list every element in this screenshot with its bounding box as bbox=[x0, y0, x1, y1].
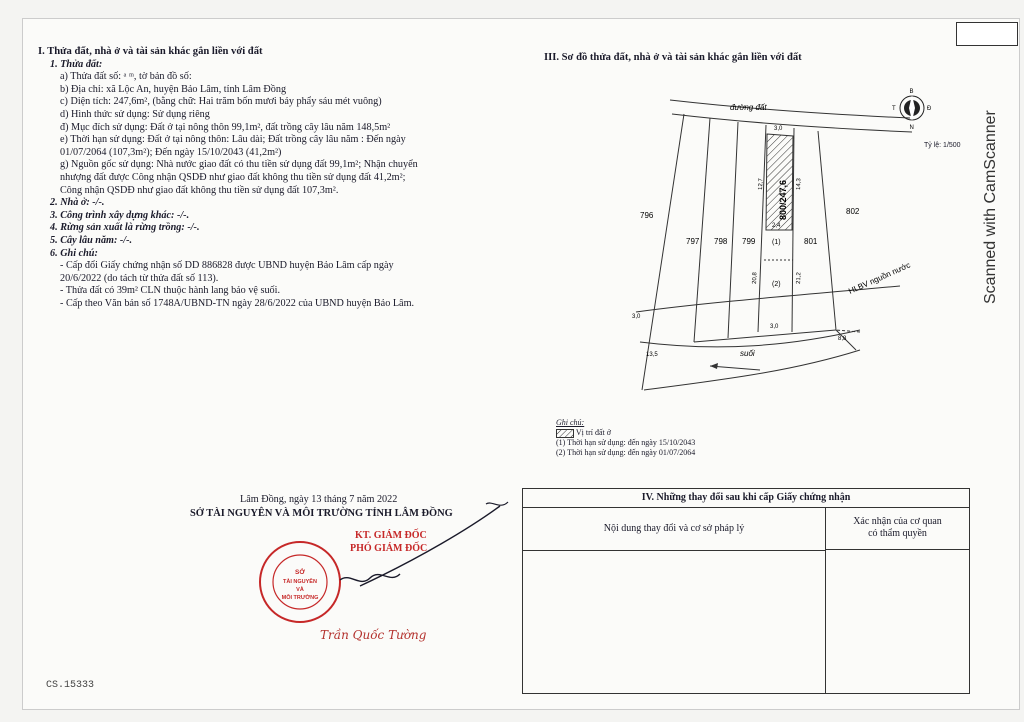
corridor-label: HLBV nguồn nước bbox=[847, 260, 912, 296]
changes-table-title: IV. Những thay đổi sau khi cấp Giấy chứng nhận bbox=[523, 489, 969, 508]
scale-label: Tỷ lệ: 1/500 bbox=[924, 142, 961, 149]
signer-title-1: KT. GIÁM ĐỐC bbox=[355, 530, 427, 541]
parcel-address: b) Địa chỉ: xã Lộc An, huyện Bảo Lâm, tỉnh Lâm Đồng bbox=[60, 83, 287, 95]
notes-heading: 6. Ghi chú: bbox=[50, 247, 98, 259]
note-1b: 20/6/2022 (do tách từ thửa đất số 113). bbox=[60, 272, 219, 284]
camscanner-watermark: Scanned with CamScanner bbox=[982, 110, 999, 304]
svg-text:VÀ: VÀ bbox=[296, 587, 304, 593]
hatch-legend-icon bbox=[556, 429, 574, 438]
usage-form: d) Hình thức sử dụng: Sử dụng riêng bbox=[60, 108, 210, 120]
svg-text:T: T bbox=[892, 106, 896, 112]
changes-table bbox=[522, 488, 970, 694]
parcel-area: c) Diện tích: 247,6m², (bằng chữ: Hai trăm bốn mươi bảy phẩy sáu mét vuông) bbox=[60, 96, 382, 108]
parcel-801: 801 bbox=[804, 237, 818, 246]
origin-1: g) Nguồn gốc sử dụng: Nhà nước giao đất có thu tiền sử dụng đất 99,1m²; Nhận chuyển bbox=[60, 159, 418, 171]
parcel-diagram bbox=[560, 80, 960, 420]
origin-2: nhượng đất được Công nhận QSDĐ như giao đất không thu tiền sử dụng đất 41,2m²; bbox=[60, 171, 406, 183]
parcel-number: a) Thửa đất số: ᵃ ᵐ, tờ bản đồ số: bbox=[60, 71, 192, 83]
house-item: 2. Nhà ở: -/-. bbox=[50, 197, 105, 209]
dim-bottom: 3,0 bbox=[770, 324, 779, 330]
col-content-header: Nội dung thay đổi và cơ sở pháp lý bbox=[523, 508, 826, 551]
dim-right: 8,8 bbox=[838, 336, 847, 342]
signer-name: Trần Quốc Tường bbox=[320, 628, 427, 642]
svg-text:SỞ: SỞ bbox=[295, 569, 305, 576]
handwritten-signature bbox=[300, 498, 520, 594]
svg-text:MÔI TRƯỜNG: MÔI TRƯỜNG bbox=[281, 595, 319, 601]
dim-2-4: 2,4 bbox=[772, 223, 781, 229]
svg-text:B: B bbox=[909, 89, 914, 95]
svg-text:TÀI NGUYÊN: TÀI NGUYÊN bbox=[283, 579, 317, 585]
serial-number: CS.15333 bbox=[46, 680, 95, 691]
usage-purpose: đ) Mục đích sử dụng: Đất ở tại nông thôn 99,1m², đất trồng cây lâu năm 148,5m² bbox=[60, 121, 391, 133]
section-heading: I. Thửa đất, nhà ở và tài sản khác gắn liền với đất bbox=[38, 46, 263, 57]
compass-icon bbox=[892, 89, 932, 131]
signer-title-2: PHÓ GIÁM ĐỐC bbox=[350, 543, 428, 554]
dim-21-2: 21,2 bbox=[796, 272, 803, 285]
perennial-item: 5. Cây lâu năm: -/-. bbox=[50, 234, 133, 246]
top-right-box bbox=[956, 22, 1018, 46]
dim-14-3: 14,3 bbox=[796, 178, 803, 191]
parcel-798: 798 bbox=[714, 237, 728, 246]
forest-item: 4. Rừng sản xuất là rừng trồng: -/-. bbox=[50, 222, 200, 234]
parcel-heading: 1. Thửa đất: bbox=[50, 58, 103, 70]
parcel-label: 800/247,6 bbox=[778, 179, 788, 220]
term-2: (2) Thời hạn sử dụng: đến ngày 01/07/2064 bbox=[556, 448, 696, 457]
zone-1: (1) bbox=[772, 239, 781, 246]
road-label: đường đất bbox=[730, 103, 767, 112]
diagram-notes bbox=[556, 418, 695, 458]
issuing-department: SỞ TÀI NGUYÊN VÀ MÔI TRƯỜNG TỈNH LÂM ĐỒNG bbox=[190, 508, 453, 519]
stream-label: suối bbox=[740, 349, 755, 358]
column-divider bbox=[825, 550, 826, 693]
svg-text:N: N bbox=[909, 125, 914, 131]
road-edge-top bbox=[670, 100, 910, 118]
col-confirmation-header: Xác nhận của cơ quan có thẩm quyền bbox=[826, 508, 969, 550]
legend-row: Vị trí đất ở bbox=[556, 428, 695, 438]
stream-edge-top bbox=[640, 330, 860, 347]
note-3: - Cấp theo Văn bản số 1748A/UBND-TN ngày 28/6/2022 của UBND huyện Bảo Lâm. bbox=[60, 297, 415, 309]
note-1a: - Cấp đổi Giấy chứng nhận số DD 886828 được UBND huyện Bảo Lâm cấp ngày bbox=[60, 260, 394, 272]
notes-title: Ghi chú: bbox=[556, 418, 585, 427]
dim-12-7: 12,7 bbox=[758, 178, 765, 191]
dim-top: 3,0 bbox=[774, 126, 783, 132]
dim-left: 3,0 bbox=[632, 314, 641, 320]
dim-left-lower: 13,5 bbox=[646, 352, 658, 358]
zone-2: (2) bbox=[772, 281, 781, 288]
issue-date: Lâm Đồng, ngày 13 tháng 7 năm 2022 bbox=[240, 494, 398, 505]
origin-3: Công nhận QSDĐ như giao đất không thu tiền sử dụng đất 107,3m². bbox=[60, 184, 339, 196]
dim-20-8: 20,8 bbox=[752, 272, 759, 285]
note-2: - Thửa đất có 39m² CLN thuộc hành lang bảo vệ suối. bbox=[60, 285, 281, 297]
construction-item: 3. Công trình xây dựng khác: -/-. bbox=[50, 209, 190, 221]
parcel-802: 802 bbox=[846, 207, 860, 216]
usage-term-2: 01/07/2064 (107,3m²); Đến ngày 15/10/2043 (41,2m²) bbox=[60, 146, 282, 158]
term-1: (1) Thời hạn sử dụng: đến ngày 15/10/2043 bbox=[556, 438, 696, 447]
parcel-799: 799 bbox=[742, 237, 756, 246]
parcel-796: 796 bbox=[640, 211, 654, 220]
diagram-title: III. Sơ đồ thửa đất, nhà ở và tài sản khác gắn liền với đất bbox=[544, 52, 802, 63]
parcel-797: 797 bbox=[686, 237, 700, 246]
section-parcel-info bbox=[38, 46, 478, 310]
usage-term-1: e) Thời hạn sử dụng: Đất ở tại nông thôn: Lâu dài; Đất trồng cây lâu năm : Đến ngày bbox=[60, 134, 406, 146]
svg-text:Đ: Đ bbox=[927, 106, 932, 112]
